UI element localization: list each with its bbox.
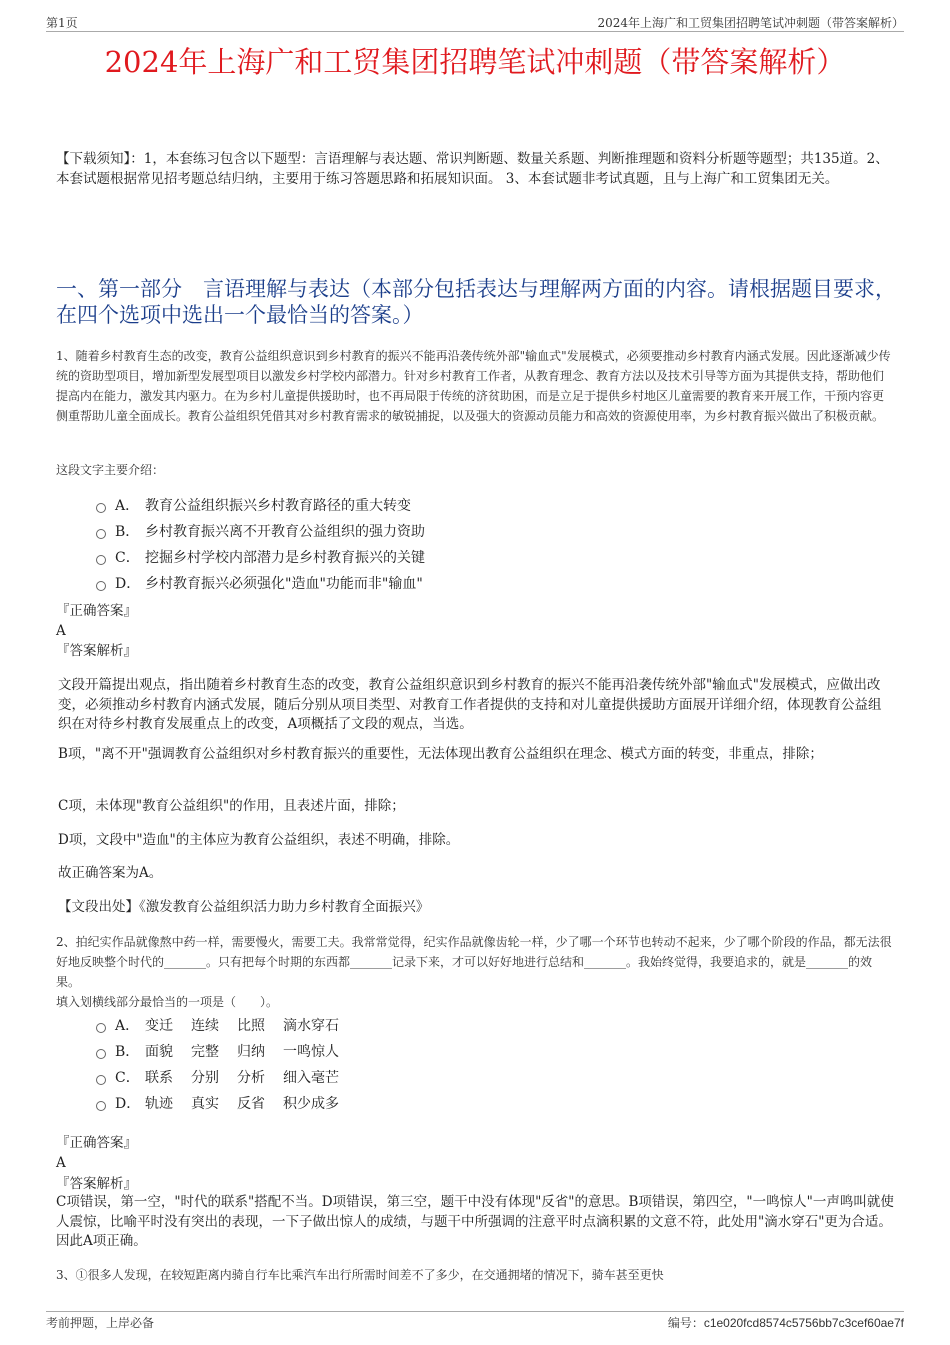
- q1-analysis-4: D项，文段中"造血"的主体应为教育公益组织，表述不明确，排除。: [58, 832, 460, 848]
- option-word: 归纳: [237, 1044, 265, 1060]
- footer-slogan: 考前押题，上岸必备: [46, 1316, 155, 1330]
- option-text: 教育公益组织振兴乡村教育路径的重大转变: [145, 498, 411, 514]
- section-heading: 一、第一部分 言语理解与表达（本部分包括表达与理解两方面的内容。请根据题目要求，在四个选项中选出一个最恰当的答案。）: [56, 277, 896, 327]
- q1-analysis-2: B项，"离不开"强调教育公益组织对乡村教育振兴的重要性，无法体现出教育公益组织在理念、模式方面的转变，非重点，排除；: [58, 746, 823, 762]
- q2-options: [96, 1015, 357, 1113]
- option-word: 真实: [191, 1096, 219, 1112]
- q1-analysis-1: 文段开篇提出观点，指出随着乡村教育生态的改变，教育公益组织意识到乡村教育的振兴不能再沿袭传统外部"输血式"发展模式，应做出改变，必须推动乡村教育内涵式发展，随后分别从项目类型、对教育工作者提供的支持和对儿童提供援助方面展开详细介绍，体现教育公益组织在对待乡村教育发展重点上的改变，A项概括了文段的观点，当选。: [58, 677, 882, 732]
- q2-answer-label: 『正确答案』: [56, 1135, 137, 1151]
- q1-analysis-3: C项，未体现"教育公益组织"的作用，且表述片面，排除；: [58, 798, 405, 814]
- radio-icon[interactable]: [96, 503, 106, 513]
- option-text: 挖掘乡村学校内部潜力是乡村教育振兴的关键: [145, 550, 425, 566]
- q1-prompt: 这段文字主要介绍：: [56, 463, 165, 477]
- option-word: 面貌: [145, 1044, 173, 1060]
- q1-answer-label: 『正确答案』: [56, 603, 137, 619]
- q2-prompt: 填入划横线部分最恰当的一项是（ ）。: [56, 995, 279, 1009]
- q2-option-b[interactable]: [96, 1041, 357, 1061]
- q1-source: 【文段出处】《激发教育公益组织活力助力乡村教育全面振兴》: [58, 899, 430, 915]
- radio-icon[interactable]: [96, 1023, 106, 1033]
- q2-answer: A: [56, 1155, 66, 1171]
- radio-icon[interactable]: [96, 1049, 106, 1059]
- option-letter: C．: [115, 550, 140, 566]
- q2-option-c[interactable]: [96, 1067, 357, 1087]
- option-letter: B．: [115, 1044, 140, 1060]
- radio-icon[interactable]: [96, 581, 106, 591]
- option-word: 积少成多: [283, 1096, 339, 1112]
- q1-option-d[interactable]: [96, 573, 425, 593]
- q1-answer: A: [56, 623, 66, 639]
- option-text: 乡村教育振兴离不开教育公益组织的强力资助: [145, 524, 425, 540]
- q2-analysis: C项错误，第一空，"时代的联系"搭配不当。D项错误，第三空，题干中没有体现"反省"的意思。B项错误，第四空，"一鸣惊人"一声鸣叫就使人震惊，比喻平时没有突出的表现，一下子做出惊人的成绩，与题干中所强调的注意平时点滴积累的文意不符，此处用"滴水穿石"更为合适。因此A项正确。: [56, 1194, 894, 1249]
- q1-conclusion: 故正确答案为A。: [58, 865, 163, 881]
- radio-icon[interactable]: [96, 1075, 106, 1085]
- page-number: 第1页: [46, 16, 78, 30]
- q2-analysis-label: 『答案解析』: [56, 1176, 137, 1192]
- header-divider: [46, 31, 904, 32]
- option-word: 滴水穿石: [283, 1018, 339, 1034]
- option-word: 变迁: [145, 1018, 173, 1034]
- option-word: 分别: [191, 1070, 219, 1086]
- option-word: 一鸣惊人: [283, 1044, 339, 1060]
- option-word: 完整: [191, 1044, 219, 1060]
- q1-option-b[interactable]: [96, 521, 425, 541]
- radio-icon[interactable]: [96, 529, 106, 539]
- q3-stem: 3、①很多人发现，在较短距离内骑自行车比乘汽车出行所需时间差不了多少，在交通拥堵的情况下，骑车甚至更快: [56, 1268, 664, 1282]
- option-letter: B．: [115, 524, 140, 540]
- q1-option-a[interactable]: [96, 495, 425, 515]
- q2-stem: 2、拍纪实作品就像熬中药一样，需要慢火，需要工夫。我常常觉得，纪实作品就像齿轮一样，少了哪一个环节也转动不起来，少了哪个阶段的作品，都无法很好地反映整个时代的_______。只有把每个时期的东西都_______记录下来，才可以好好地进行总结和_______。我始终觉得，我要追求的，就是_______的效果。: [56, 935, 892, 989]
- option-letter: A．: [115, 498, 140, 514]
- q2-option-a[interactable]: [96, 1015, 357, 1035]
- option-word: 比照: [237, 1018, 265, 1034]
- radio-icon[interactable]: [96, 555, 106, 565]
- option-word: 反省: [237, 1096, 265, 1112]
- option-letter: C．: [115, 1070, 140, 1086]
- option-word: 连续: [191, 1018, 219, 1034]
- option-letter: D．: [115, 1096, 141, 1112]
- footer-divider: [46, 1311, 904, 1312]
- header-title: 2024年上海广和工贸集团招聘笔试冲刺题（带答案解析）: [597, 16, 904, 30]
- option-word: 分析: [237, 1070, 265, 1086]
- download-notice: 【下载须知】：1，本套练习包含以下题型：言语理解与表达题、常识判断题、数量关系题、判断推理题和资料分析题等题型；共135道。2、本套试题根据常见招考题总结归纳，主要用于练习答题思路和拓展知识面。 3、本套试题非考试真题，且与上海广和工贸集团无关。: [56, 151, 889, 187]
- q1-option-c[interactable]: [96, 547, 425, 567]
- option-letter: D．: [115, 576, 141, 592]
- q1-stem: 1、随着乡村教育生态的改变，教育公益组织意识到乡村教育的振兴不能再沿袭传统外部"输血式"发展模式，必须要推动乡村教育内涵式发展。因此逐渐减少传统的资助型项目，增加新型发展型项目以激发乡村学校内部潜力。针对乡村教育工作者，从教育理念、教育方法以及技术引导等方面为其提供支持，帮助他们提高内在能力，激发其内驱力。在为乡村儿童提供援助时，也不再局限于传统的济贫助困，而是立足于提供乡村地区儿童需要的教育来开展工作，干预内容更侧重帮助儿童全面成长。教育公益组织凭借其对乡村教育需求的敏锐捕捉，以及强大的资源动员能力和高效的资源使用率，为乡村教育振兴做出了积极贡献。: [56, 349, 891, 423]
- option-word: 轨迹: [145, 1096, 173, 1112]
- option-word: 细入毫芒: [283, 1070, 339, 1086]
- option-letter: A．: [115, 1018, 140, 1034]
- radio-icon[interactable]: [96, 1101, 106, 1111]
- q1-options: [96, 495, 425, 593]
- q1-analysis-label: 『答案解析』: [56, 643, 137, 659]
- q2-option-d[interactable]: [96, 1093, 357, 1113]
- option-word: 联系: [145, 1070, 173, 1086]
- footer-code: 编号：c1e020fcd8574c5756bb7c3cef60ae7f: [667, 1316, 904, 1330]
- option-text: 乡村教育振兴必须强化"造血"功能而非"输血": [145, 576, 423, 592]
- page-title: 2024年上海广和工贸集团招聘笔试冲刺题（带答案解析）: [104, 45, 846, 79]
